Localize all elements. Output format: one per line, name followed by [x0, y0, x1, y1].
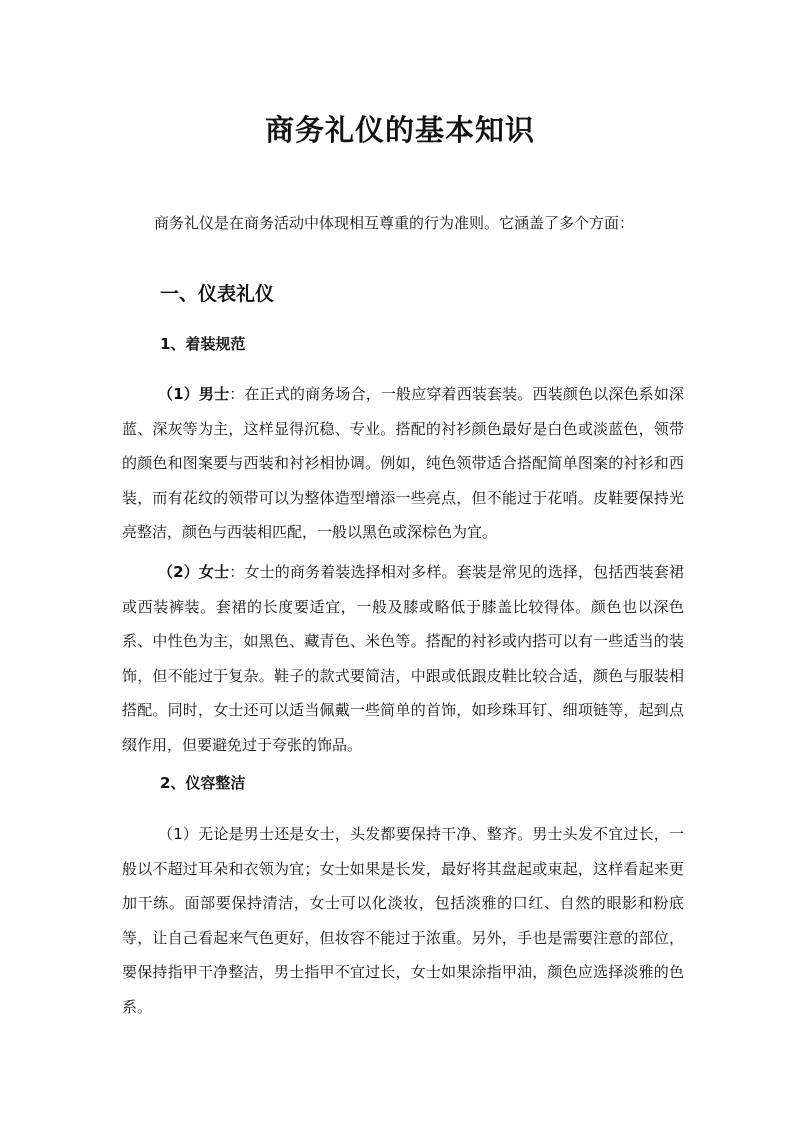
paragraph-text-men: ：在正式的商务场合，一般应穿着西装套装。西装颜色以深色系如深蓝、深灰等为主，这样显得沉稳、专业。搭配的衬衫颜色最好是白色或淡蓝色，领带的颜色和图案要与西装和衬衫相协调。例如，纯色领带适合搭配简单图案的衬衫和西装，而有花纹的领带可以为整体造型增添一些亮点，但不能过于花哨。皮鞋要保持光亮整洁，颜色与西装相匹配，一般以黑色或深棕色为宜。	[122, 385, 685, 541]
intro-paragraph: 商务礼仪是在商务活动中体现相互尊重的行为准则。它涵盖了多个方面：	[154, 214, 635, 232]
paragraph-lead-men: （1）男士	[158, 385, 230, 403]
paragraph-lead-women: （2）女士	[158, 563, 230, 581]
subsection-heading-grooming: 2、仪容整洁	[160, 774, 246, 792]
paragraph-men-dress	[122, 377, 684, 550]
document-title: 商务礼仪的基本知识	[264, 113, 535, 147]
paragraph-grooming	[122, 817, 684, 1024]
subsection-heading-dress-code: 1、着装规范	[160, 335, 246, 353]
section-heading-appearance: 一、仪表礼仪	[160, 283, 275, 305]
paragraph-text-grooming: 无论是男士还是女士，头发都要保持干净、整齐。男士头发不宜过长，一般以不超过耳朵和衣领为宜；女士如果是长发，最好将其盘起或束起，这样看起来更加干练。面部要保持清洁，女士可以化淡妆，包括淡雅的口红、自然的眼影和粉底等，让自己看起来气色更好，但妆容不能过于浓重。另外，手也是需要注意的部位，要保持指甲干净整洁，男士指甲不宜过长，女士如果涂指甲油，颜色应选择淡雅的色系。	[122, 825, 684, 1016]
paragraph-lead-grooming: （1）	[158, 825, 199, 843]
paragraph-women-dress	[122, 555, 684, 762]
paragraph-text-women: ：女士的商务着装选择相对多样。套装是常见的选择，包括西装套裙或西装裤装。套裙的长度要适宜，一般及膝或略低于膝盖比较得体。颜色也以深色系、中性色为主，如黑色、藏青色、米色等。搭配的衬衫或内搭可以有一些适当的装饰，但不能过于复杂。鞋子的款式要简洁，中跟或低跟皮鞋比较合适，颜色与服装相搭配。同时，女士还可以适当佩戴一些简单的首饰，如珍珠耳钉、细项链等，起到点缀作用，但要避免过于夸张的饰品。	[122, 563, 685, 754]
